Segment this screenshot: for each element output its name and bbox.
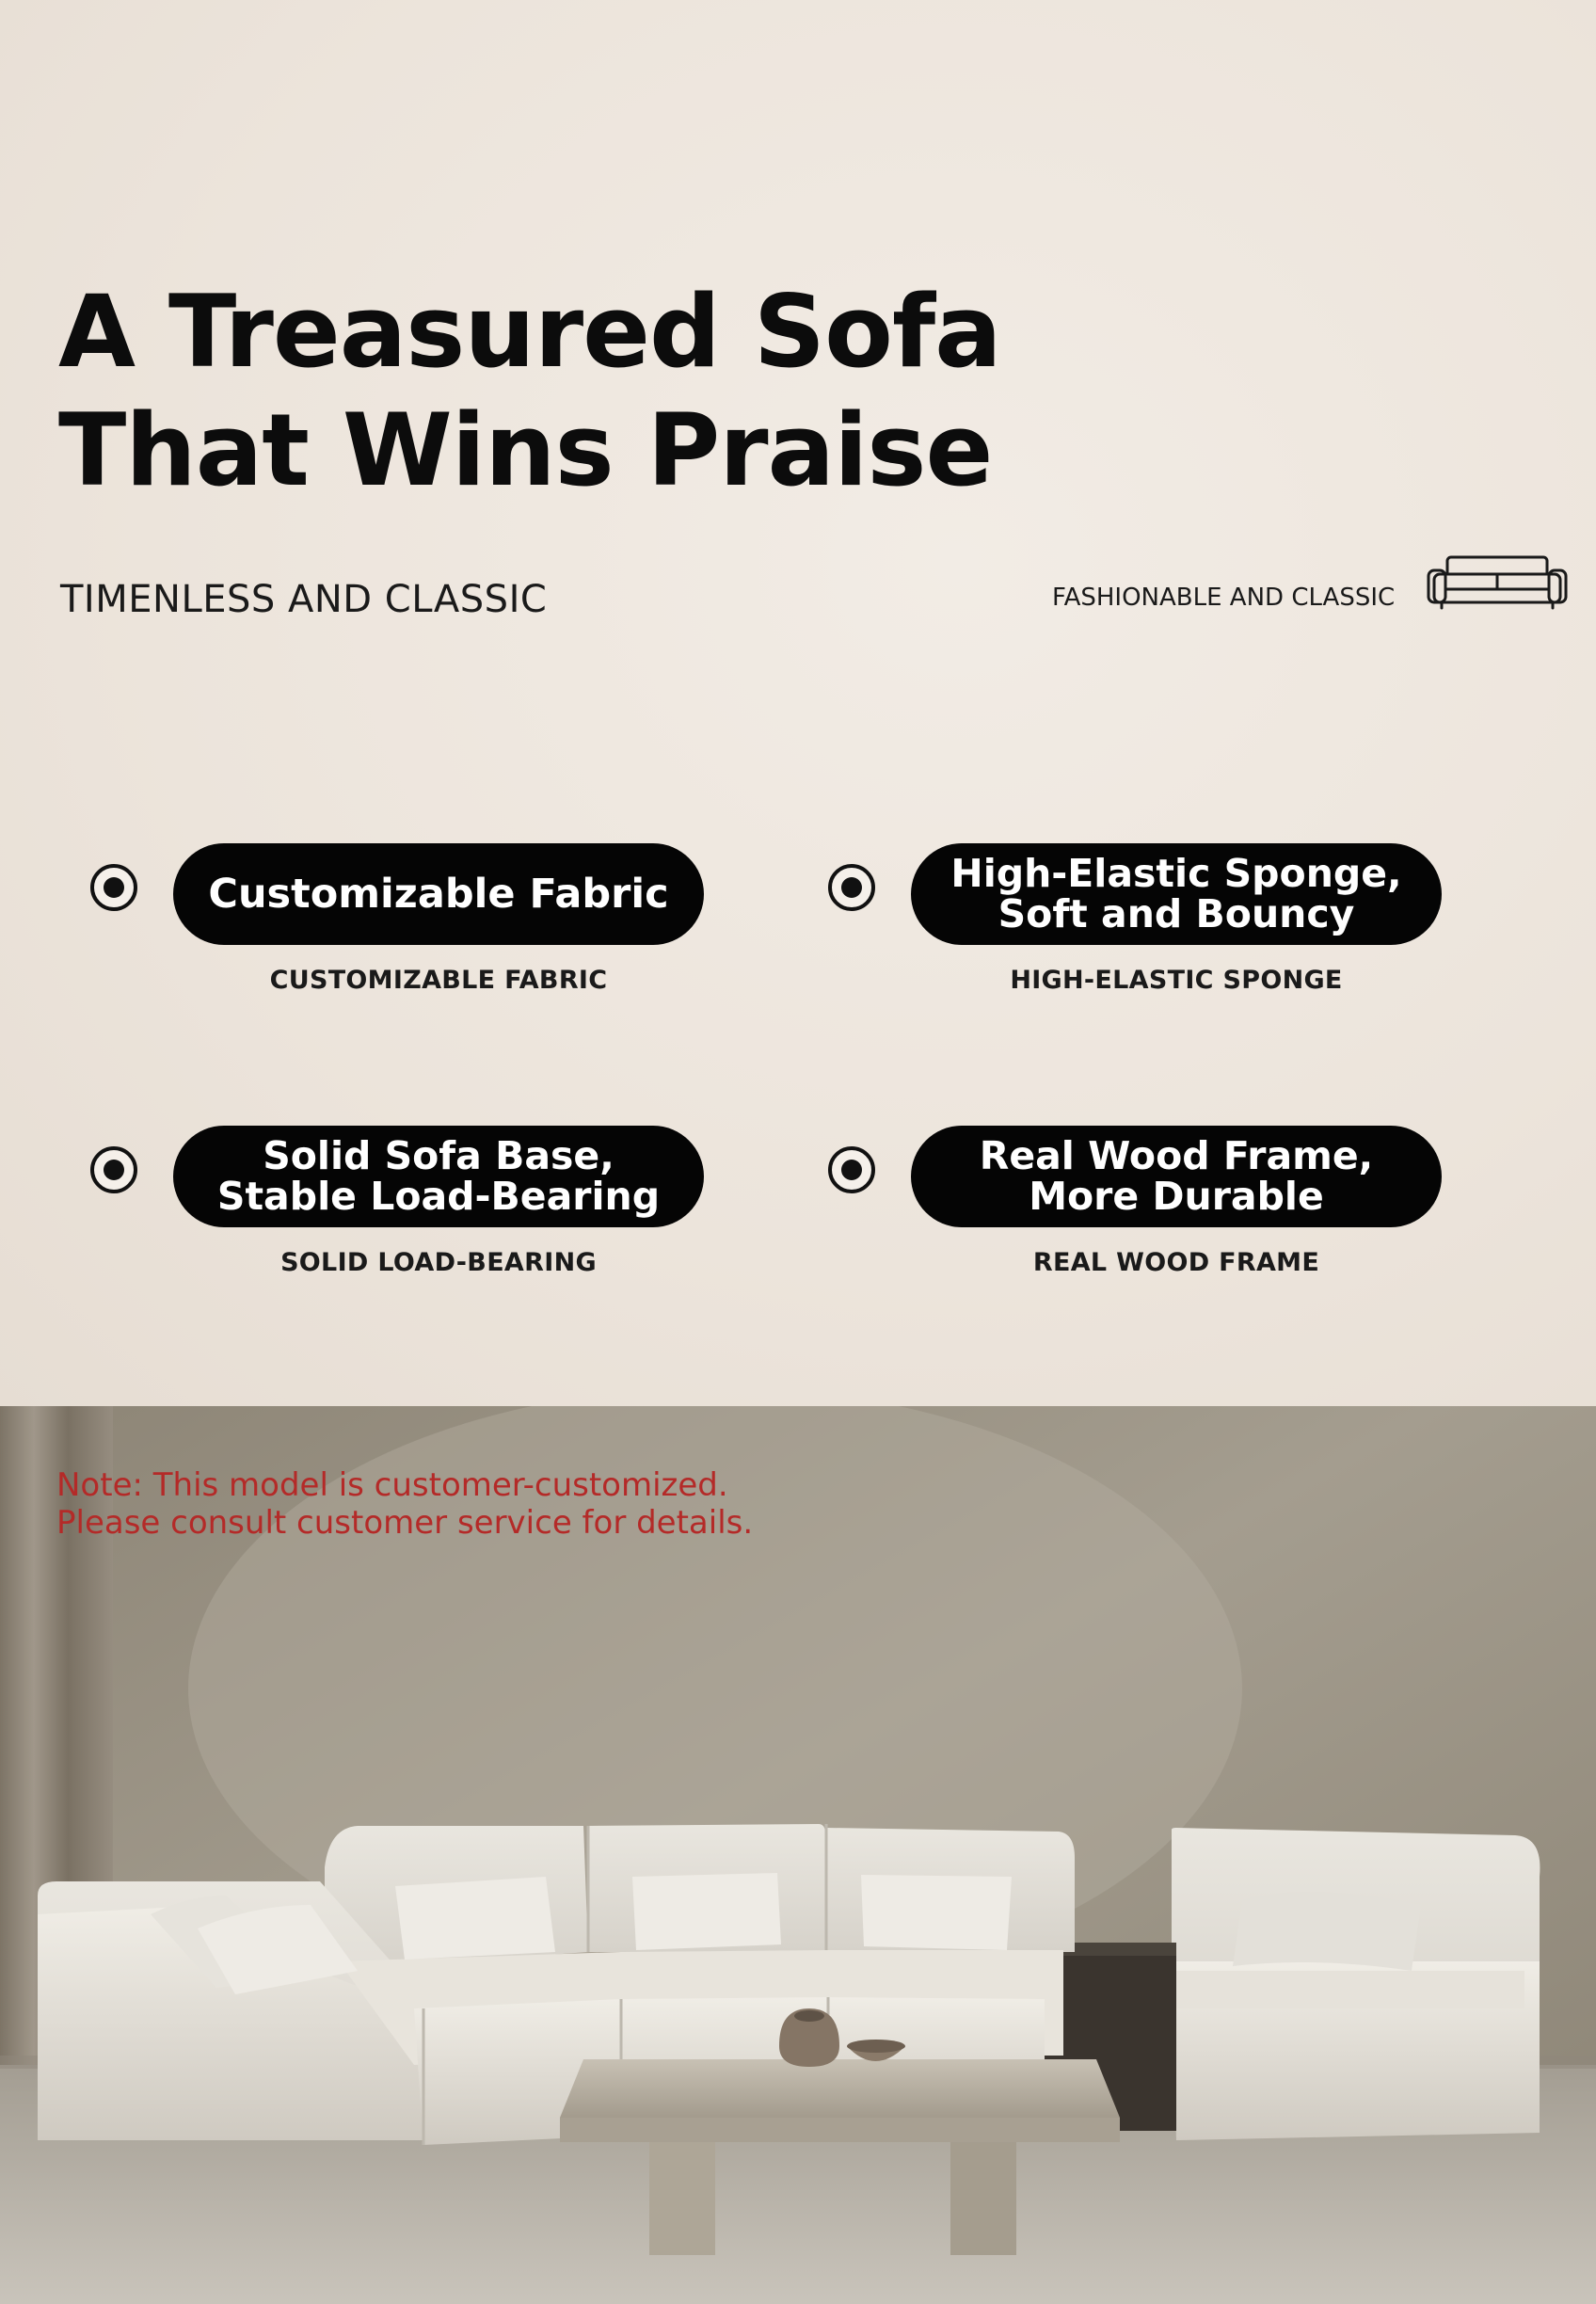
customization-note [56, 1466, 753, 1542]
radio-icon [828, 864, 875, 911]
radio-icon [90, 864, 137, 911]
radio-icon [90, 1146, 137, 1193]
sofa-icon [1427, 553, 1568, 610]
subtitle-left: TIMENLESS AND CLASSIC [60, 578, 548, 621]
feature-customizable-fabric [90, 843, 693, 1022]
feature-caption: CUSTOMIZABLE FABRIC [269, 966, 608, 995]
feature-pill: Solid Sofa Base, Stable Load-Bearing [173, 1126, 704, 1227]
note-line-2: Please consult customer service for details. [56, 1504, 754, 1542]
feature-caption: SOLID LOAD-BEARING [280, 1248, 597, 1277]
feature-high-elastic-sponge [828, 843, 1430, 1022]
title-line-2: That Wins Praise [58, 392, 993, 508]
feature-caption: HIGH-ELASTIC SPONGE [1010, 966, 1343, 995]
feature-pill: High-Elastic Sponge, Soft and Bouncy [911, 843, 1442, 945]
page-title [58, 273, 1001, 510]
subtitle-right: FASHIONABLE AND CLASSIC [1052, 584, 1396, 612]
feature-pill: Customizable Fabric [173, 843, 704, 945]
feature-caption: REAL WOOD FRAME [1032, 1248, 1320, 1277]
title-line-1: A Treasured Sofa [58, 274, 1001, 390]
note-line-1: Note: This model is customer-customized. [56, 1466, 728, 1504]
feature-real-wood-frame [828, 1126, 1430, 1304]
feature-pill: Real Wood Frame, More Durable [911, 1126, 1442, 1227]
radio-icon [828, 1146, 875, 1193]
feature-solid-load-bearing [90, 1126, 693, 1304]
